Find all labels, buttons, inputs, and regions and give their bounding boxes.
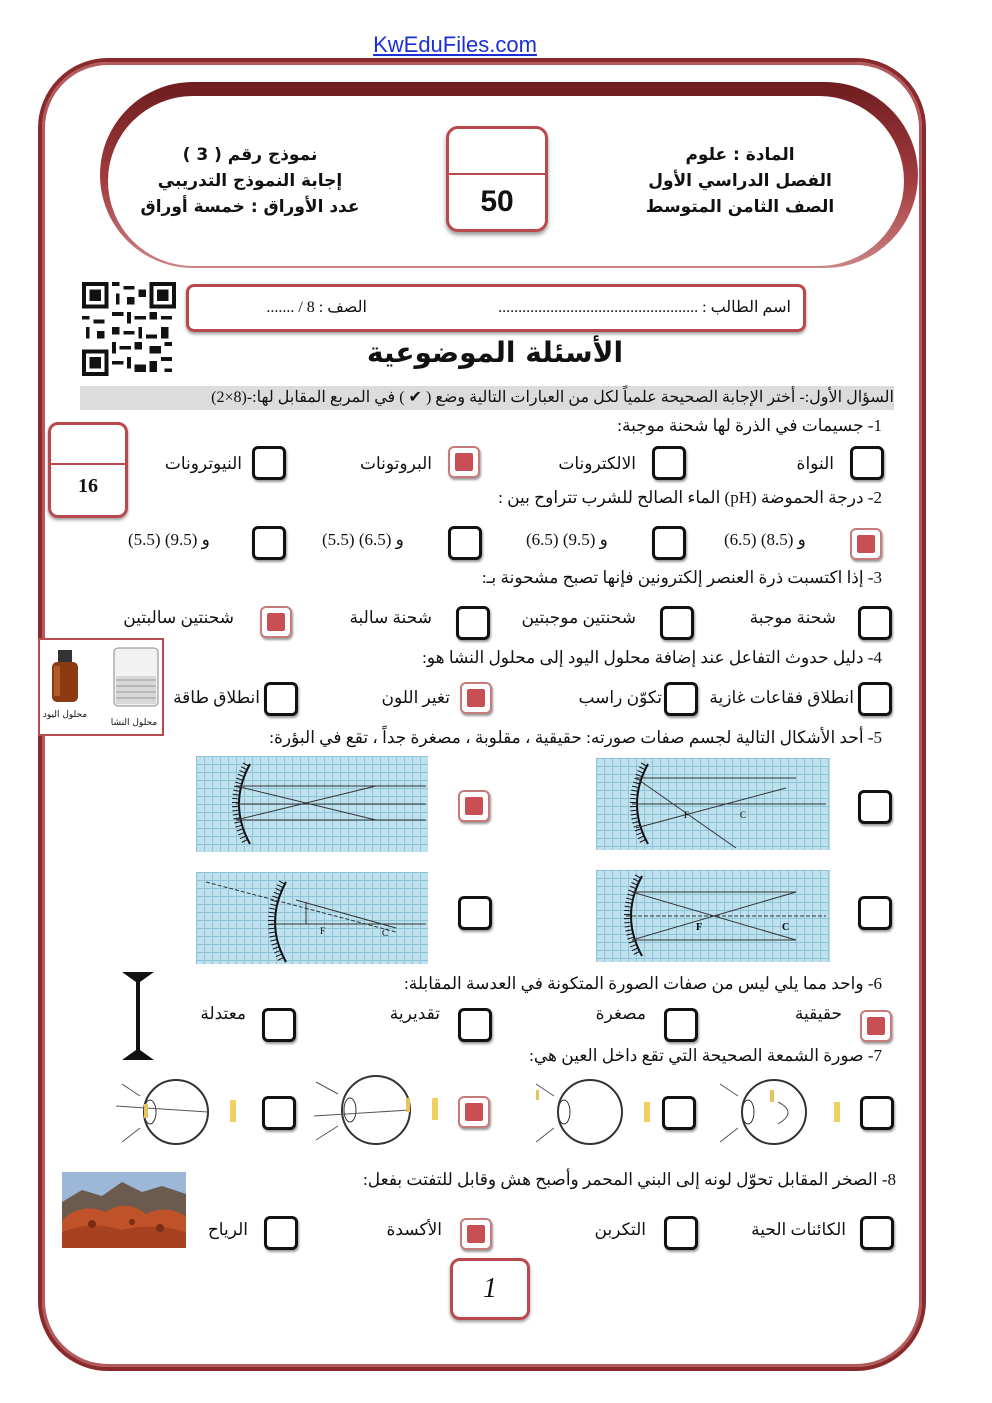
option-label: الأكسدة: [386, 1220, 442, 1239]
mirror-diagram-4: [196, 872, 428, 964]
option-label: الكائنات الحية: [751, 1220, 846, 1239]
answer-checkbox[interactable]: [858, 606, 892, 640]
header-right: [620, 142, 860, 220]
option-label: البروتونات: [359, 454, 432, 473]
grade-label: الصف الثامن المتوسط: [645, 197, 835, 217]
answer-checkbox[interactable]: [858, 682, 892, 716]
option-label: حقيقية: [794, 1004, 842, 1023]
student-name-field[interactable]: اسم الطالب : ..................................................: [498, 299, 791, 316]
answer-checkbox[interactable]: [860, 1096, 894, 1130]
question-instruction: السؤال الأول:- أختر الإجابة الصحيحة علمياً لكل من العبارات التالية وضع ( ✔ ) في المربع المقابل لها:-(8×2): [80, 386, 894, 410]
page-number: 1: [450, 1258, 530, 1320]
svg-text:C: C: [740, 810, 747, 820]
option-label: النيوترونات: [164, 454, 242, 473]
option-label: الالكترونات: [558, 454, 636, 473]
option-label: انطلاق فقاعات غازية: [709, 688, 854, 707]
answer-checkbox[interactable]: [262, 1008, 296, 1042]
option-label: تغير اللون: [381, 688, 450, 707]
svg-text:F: F: [684, 810, 690, 820]
answer-checkbox[interactable]: [264, 1216, 298, 1250]
mirror-diagram-1: [596, 758, 830, 850]
question-text: 3- إذا اكتسبت ذرة العنصر إلكترونين فإنها تصبح مشحونة بـ:: [481, 568, 882, 587]
option-label: الرياح: [207, 1220, 248, 1239]
answer-checkbox[interactable]: [860, 1216, 894, 1250]
question-text: 6- واحد مما يلي ليس من صفات الصورة المتكونة في العدسة المقابلة:: [404, 974, 882, 993]
svg-text:C: C: [782, 922, 790, 933]
answer-checkbox[interactable]: [264, 682, 298, 716]
question-text: 7- صورة الشمعة الصحيحة التي تقع داخل العين هي:: [529, 1046, 882, 1065]
subject-label: المادة : علوم: [685, 145, 795, 165]
answer-checkbox-selected[interactable]: [458, 790, 490, 822]
starch-label: محلول النشا: [110, 718, 158, 728]
concave-lens-icon: [118, 970, 158, 1062]
answer-checkbox[interactable]: [652, 526, 686, 560]
option-label: (6.5) و (8.5): [724, 530, 806, 549]
answer-checkbox-selected[interactable]: [860, 1010, 892, 1042]
model-label: نموذج رقم ( 3 ): [182, 145, 318, 165]
option-label: تقديرية: [389, 1004, 440, 1023]
eye-diagram-icon: [718, 1072, 842, 1148]
eye-diagram-icon: [310, 1068, 450, 1148]
answer-checkbox[interactable]: [262, 1096, 296, 1130]
answer-checkbox[interactable]: [458, 896, 492, 930]
question-text: 4- دليل حدوث التفاعل عند إضافة محلول اليود إلى محلول النشا هو:: [422, 648, 882, 667]
answer-checkbox[interactable]: [858, 790, 892, 824]
question-text: 2- درجة الحموضة (pH) الماء الصالح للشرب تتراوح بين :: [498, 488, 882, 507]
answer-checkbox[interactable]: [660, 606, 694, 640]
answer-checkbox-selected[interactable]: [850, 528, 882, 560]
option-label: انطلاق طاقة: [173, 688, 260, 707]
answer-checkbox-selected[interactable]: [460, 1218, 492, 1250]
svg-text:F: F: [696, 922, 703, 933]
eye-diagram-icon: [528, 1072, 652, 1148]
question-text: 8- الصخر المقابل تحوّل لونه إلى البني المحمر وأصبح هش وقابل للتفتت بفعل:: [363, 1170, 896, 1189]
answer-checkbox[interactable]: [652, 446, 686, 480]
answer-checkbox[interactable]: [850, 446, 884, 480]
answer-checkbox[interactable]: [664, 1008, 698, 1042]
option-label: التكربن: [594, 1220, 646, 1239]
header-left: [130, 142, 370, 220]
answer-checkbox[interactable]: [858, 896, 892, 930]
answer-checkbox[interactable]: [664, 1216, 698, 1250]
answer-checkbox[interactable]: [252, 446, 286, 480]
answer-checkbox-selected[interactable]: [460, 682, 492, 714]
total-score-box: [446, 126, 548, 232]
option-label: شحنتين سالبتين: [123, 608, 234, 627]
answer-checkbox-selected[interactable]: [260, 606, 292, 638]
option-label: (5.5) و (6.5): [322, 530, 404, 549]
answer-checkbox[interactable]: [664, 682, 698, 716]
qr-code-icon: [82, 282, 176, 376]
pages-label: عدد الأوراق : خمسة أوراق: [140, 197, 360, 217]
rock-photo: [62, 1172, 186, 1248]
student-info-box: [186, 284, 806, 332]
mirror-diagram-2: [196, 756, 428, 852]
answer-checkbox[interactable]: [456, 606, 490, 640]
section-score-box: [48, 422, 128, 518]
solutions-image: [38, 638, 164, 736]
total-score: 50: [480, 185, 514, 218]
option-label: (6.5) و (9.5): [526, 530, 608, 549]
answer-checkbox[interactable]: [448, 526, 482, 560]
iodine-label: محلول اليود: [42, 710, 88, 720]
option-label: شحنتين موجبتين: [521, 608, 636, 627]
option-label: مصغرة: [595, 1004, 646, 1023]
question-text: 5- أحد الأشكال التالية لجسم صفات صورته: حقيقية ، مقلوبة ، مصغرة جداً ، تقع في البؤرة:: [269, 728, 882, 747]
svg-text:C: C: [382, 928, 389, 938]
answer-checkbox-selected[interactable]: [458, 1096, 490, 1128]
site-link[interactable]: KwEduFiles.com: [373, 32, 537, 57]
student-class-field[interactable]: الصف : 8 / .......: [266, 299, 367, 316]
eye-diagram-icon: [114, 1072, 244, 1148]
option-label: (5.5) و (9.5): [128, 530, 210, 549]
answer-checkbox[interactable]: [252, 526, 286, 560]
section-score: 16: [78, 475, 98, 497]
svg-text:F: F: [320, 926, 326, 936]
option-label: معتدلة: [200, 1004, 246, 1023]
section-title: الأسئلة الموضوعية: [366, 336, 624, 369]
answer-checkbox-selected[interactable]: [448, 446, 480, 478]
answer-checkbox[interactable]: [458, 1008, 492, 1042]
option-label: النواة: [796, 454, 834, 473]
answer-label: إجابة النموذج التدريبي: [157, 171, 343, 191]
question-text: 1- جسيمات في الذرة لها شحنة موجبة:: [617, 416, 882, 435]
option-label: شحنة موجبة: [749, 608, 836, 627]
option-label: تكوّن راسب: [578, 688, 662, 707]
answer-checkbox[interactable]: [662, 1096, 696, 1130]
term-label: الفصل الدراسي الأول: [648, 171, 832, 191]
option-label: شحنة سالبة: [349, 608, 432, 627]
mirror-diagram-3: [596, 870, 830, 962]
